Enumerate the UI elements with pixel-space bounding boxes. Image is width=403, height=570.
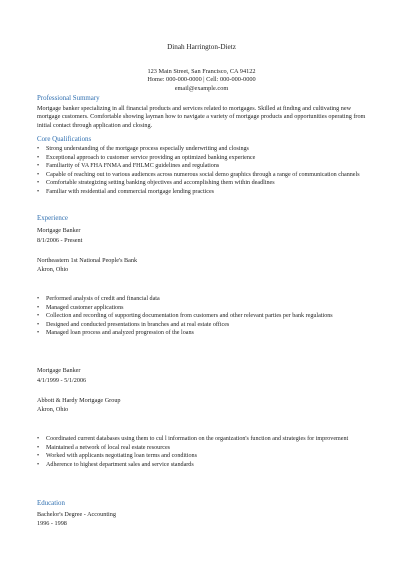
degree: Bachelor's Degree - Accounting [37,511,116,518]
address: 123 Main Street, San Francisco, CA 94122 [147,68,256,75]
section-heading-core-qualifications: Core Qualifications [37,136,92,143]
job-dates: 8/1/2006 - Present [37,236,83,244]
job-location: Akron, Ohio [37,406,69,413]
list-item: • Managed loan process and analyzed progression of the loans [37,329,369,338]
candidate-name: Dinah Harrington-Dietz [167,43,236,51]
list-item: • Maintained a network of local real estate resources [37,444,369,453]
section-heading-education: Education [37,500,65,507]
job-title: Mortgage Banker [37,227,81,234]
list-item: • Strong understanding of the mortgage process especially underwriting and closings [37,145,369,154]
job-company: Abbott & Hardy Mortgage Group [37,397,121,404]
phone-numbers: Home: 000-000-0000 | Cell: 000-000-0000 [147,76,256,83]
job-title: Mortgage Banker [37,367,81,374]
list-item: • Comfortable strategizing setting banking objectives and accomplishing them within deadlines [37,179,369,188]
section-heading-professional-summary: Professional Summary [37,95,100,102]
job-dates: 4/1/1999 - 5/1/2006 [37,376,87,384]
list-item: • Managed customer applications [37,304,369,313]
list-item: • Performed analysis of credit and financial data [37,295,369,304]
section-heading-experience: Experience [37,215,68,222]
list-item: • Worked with applicants negotiating loan terms and conditions [37,452,369,461]
list-item: • Familiarity of VA FHA FNMA and FHLMC guidelines and regulations [37,162,369,171]
list-item: • Capable of reaching out to various audiences across numerous social demo graphics through a range of communication channels [37,171,369,180]
education-dates: 1996 - 1998 [37,520,67,527]
job-duties-list [37,435,369,469]
job-company: Northeastern 1st National People's Bank [37,257,138,264]
job-duties-list [37,295,369,338]
job-location: Akron, Ohio [37,266,69,273]
list-item: • Designed and conducted presentations in branches and at real estate offices [37,321,369,330]
list-item: • Collection and recording of supporting documentation from customers and other relevant parties per bank regulations [37,312,369,321]
core-qualifications-list [37,145,369,197]
email: email@example.com [174,84,229,92]
list-item: • Exceptional approach to customer service providing an optimized banking experience [37,154,369,163]
list-item: • Adherence to highest department sales and service standards [37,461,369,470]
list-item: • Familiar with residential and commercial mortgage lending practices [37,188,369,197]
list-item: • Coordinated current databases using them to cul l information on the organization's function and strategies for improvement [37,435,369,444]
professional-summary-text: Mortgage banker specializing in all financial products and services related to mortgages. Skilled at finding and cultivating new mortgage customers. Comfortable showing layman how to navigate a variety of mortgage products and opportunities operating from initial contact through application and closing. [37,104,366,129]
